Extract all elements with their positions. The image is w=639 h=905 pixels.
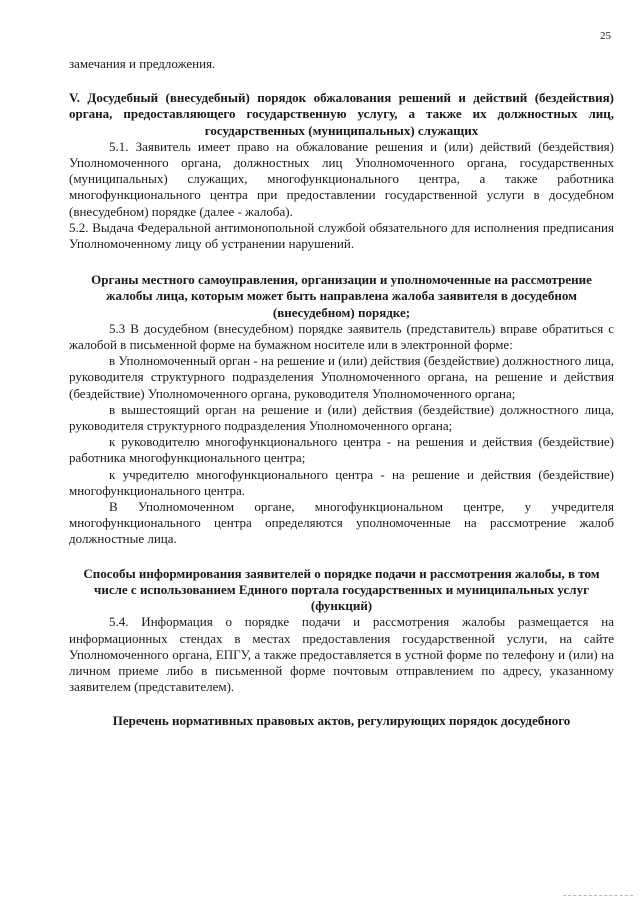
- list-item: в вышестоящий орган на решение и (или) действия (бездействие) должностного лица, руководителя структурного подразделения Уполномоченного органа;: [69, 401, 614, 434]
- scan-edge-mark: [563, 895, 633, 897]
- section-v-heading: V. Досудебный (внесудебный) порядок обжалования решений и действий (бездействия) органа, предоставляющего государственную услугу, а также их должностных лиц, государственных (муниципальных) служащих: [69, 90, 614, 138]
- section-acts-heading: Перечень нормативных правовых актов, регулирующих порядок досудебного: [112, 713, 571, 729]
- paragraph-5-4: 5.4. Информация о порядке подачи и рассмотрения жалобы размещается на информационных стендах в местах предоставления государственной услуги, на сайте Уполномоченного органа, ЕПГУ, а также предоставляется в устной форме по телефону и (или) на личном приеме либо в письменной форме почтовым отправлением по адресу, указанному заявителем (представителем).: [69, 614, 614, 695]
- page-number: 25: [600, 30, 611, 42]
- list-item: к учредителю многофункционального центра - на решение и действия (бездействие) многофункционального центра.: [69, 466, 614, 498]
- paragraph-5-3: 5.3 В досудебном (внесудебном) порядке заявитель (представитель) вправе обратиться с жалобой в письменной форме на бумажном носителе или в электронной форме:: [69, 320, 614, 353]
- section-inform-heading: Способы информирования заявителей о порядке подачи и рассмотрения жалобы, в том числе с использованием Единого портала государственных и муниципальных услуг (функций): [83, 565, 600, 614]
- section-bodies-heading: Органы местного самоуправления, организации и уполномоченные на рассмотрение жалобы лица, которым может быть направлена жалоба заявителя в досудебном (внесудебном) порядке;: [91, 272, 592, 320]
- paragraph-officials: В Уполномоченном органе, многофункциональном центре, у учредителя многофункционального центра определяются уполномоченные на рассмотрение жалоб должностные лица.: [69, 499, 614, 547]
- intro-tail-text: замечания и предложения.: [69, 56, 216, 71]
- list-item: к руководителю многофункционального центра - на решения и действия (бездействие) работника многофункционального центра;: [69, 434, 614, 466]
- paragraph-5-2: 5.2. Выдача Федеральной антимонопольной службой обязательного для исполнения предписания Уполномоченному лицу об устранении нарушений.: [69, 219, 614, 252]
- list-item: в Уполномоченный орган - на решение и (или) действия (бездействие) должностного лица, руководителя структурного подразделения Уполномоченного органа, на решение и действия (бездействие) Уполномоченного органа, руководителя Уполномоченного органа;: [69, 353, 614, 401]
- document-body: [69, 56, 614, 730]
- paragraph-5-1: 5.1. Заявитель имеет право на обжалование решения и (или) действий (бездействия) Уполномоченного органа, должностных лиц Уполномоченного органа, государственных (муниципальных) служащих, многофункционального центра, а также работника многофункционального центра при предоставлении государственной услуги в досудебном (внесудебном) порядке (далее - жалоба).: [69, 138, 614, 219]
